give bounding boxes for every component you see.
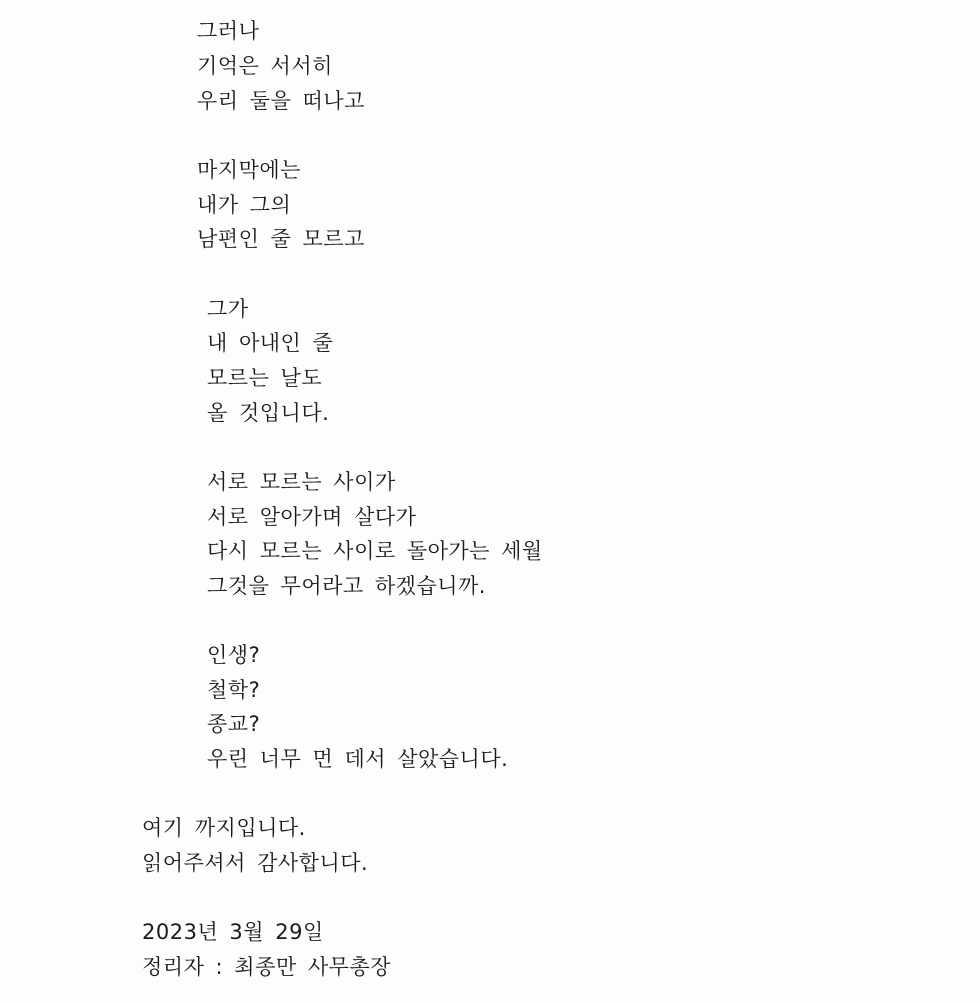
poem-line: 철학? <box>207 678 261 702</box>
poem-line: 우리 둘을 떠나고 <box>197 89 365 113</box>
date-line: 2023년 3월 29일 <box>142 920 324 944</box>
closing-line: 여기 까지입니다. <box>142 816 306 840</box>
poem-line: 올 것입니다. <box>207 401 330 425</box>
poem-line: 서로 모르는 사이가 <box>207 470 396 494</box>
poem-line: 우린 너무 먼 데서 살았습니다. <box>207 747 509 771</box>
poem-line: 남편인 줄 모르고 <box>197 227 365 251</box>
poem-line: 인생? <box>207 643 261 667</box>
poem-line: 다시 모르는 사이로 돌아가는 세월 <box>207 539 543 563</box>
poem-line: 그러나 <box>197 19 260 43</box>
poem-line: 내가 그의 <box>197 193 292 217</box>
poem-line: 종교? <box>207 712 261 736</box>
poem-line: 마지막에는 <box>197 158 301 182</box>
poem-line: 내 아내인 줄 <box>207 331 334 355</box>
closing-line: 읽어주셔서 감사합니다. <box>142 851 369 875</box>
poem-line: 그가 <box>207 297 249 321</box>
poem-line: 서로 알아가며 살다가 <box>207 505 417 529</box>
poem-line: 기억은 서서히 <box>197 54 333 78</box>
editor-line: 정리자 : 최종만 사무총장 <box>142 955 391 979</box>
poem-line: 그것을 무어라고 하겠습니까. <box>207 574 486 598</box>
poem-line: 모르는 날도 <box>207 366 323 390</box>
